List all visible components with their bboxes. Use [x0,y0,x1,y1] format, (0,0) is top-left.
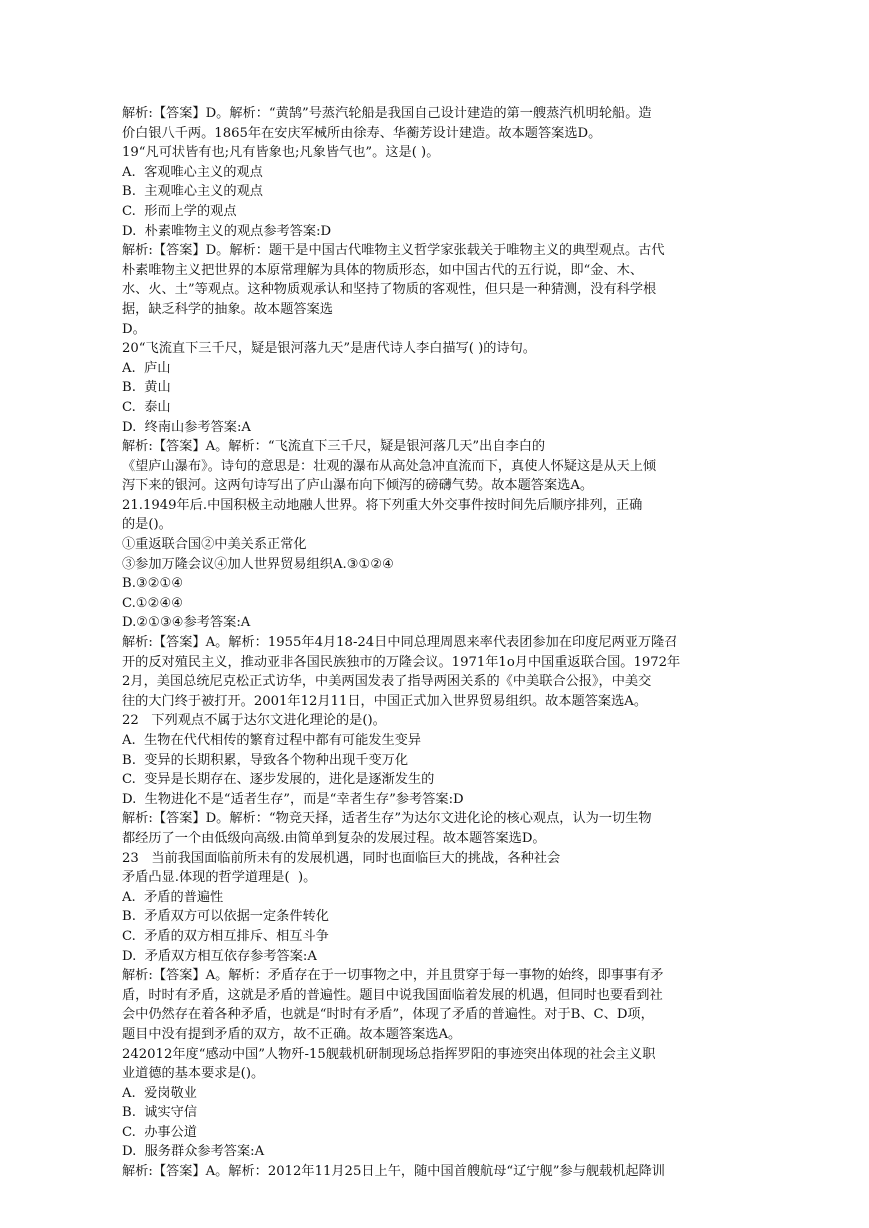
text-line: C. 办事公道 [122,1124,197,1140]
text-line: D. 朴素唯物主义的观点参考答案:D [122,223,332,239]
text-line: 22 下列观点不属于达尔文进化理论的是()。 [122,713,386,729]
text-line: 朴素唯物主义把世界的本原常理解为具体的物质形态，如中国古代的五行说，即“金、木、 [122,262,644,278]
text-line: D. 终南山参考答案:A [122,419,251,435]
text-line: B. 主观唯心主义的观点 [122,184,263,200]
text-line: 题目中没有提到矛盾的双方，故不正确。故本题答案选A。 [122,1026,462,1042]
text-line: 据，缺乏科学的抽象。故本题答案选 [122,301,333,317]
text-line: 矛盾凸显.体现的哲学道理是( )。 [122,870,317,886]
text-line: 价白银八千两。1865年在安庆军械所由徐寿、华蘅芳设计建造。故本题答案选D。 [122,125,602,141]
text-line: B. 诚实守信 [122,1105,198,1121]
text-line: D. 服务群众参考答案:A [122,1144,265,1160]
text-line: 会中仍然存在着各种矛盾，也就是“时时有矛盾”，体现了矛盾的普遍性。对于B、C、D项， [122,1007,654,1023]
text-line: 20“飞流直下三千尺，疑是银河落九天”是唐代诗人李白描写( )的诗句。 [122,341,536,357]
text-line: 解析:【答案】D。解析：“黄鹄”号蒸汽轮船是我国自己设计建造的第一艘蒸汽机明轮船。造 [122,106,652,121]
text-line: 242012年度“感动中国”人物歼-15舰载机研制现场总指挥罗阳的事迹突出体现的社会主义职 [122,1046,656,1062]
text-line: 《望庐山瀑布》。诗句的意思是：壮观的瀑布从高处急冲直流而下，真使人怀疑这是从天上倾 [122,458,657,474]
text-line: 解析:【答案】A。解析：“飞流直下三千尺，疑是银河落几天”出自李白的 [122,439,546,455]
text-line: A. 爱岗敬业 [122,1085,197,1101]
text-line: C. 形而上学的观点 [122,203,237,219]
text-line: D。 [122,321,146,337]
text-line: 开的反对殖民主义，推动亚非各国民族独市的万隆会议。1971年1o月中国重返联合国。1972年 [122,654,681,670]
text-line: 泻下来的银河。这两句诗写出了庐山瀑布向下倾泻的磅礴气势。故本题答案选A。 [122,478,594,494]
text-line: 盾，时时有矛盾，这就是矛盾的普遍性。题目中说我国面临着发展的机遇，但同时也要看到社 [122,987,663,1003]
text-line: C. 泰山 [122,399,171,415]
text-line: 都经历了一个由低级向高级.由简单到复杂的发展过程。故本题答案选D。 [122,830,546,846]
text-line: 解析:【答案】D。解析：题干是中国古代唯物主义哲学家张载关于唯物主义的典型观点。古代 [122,243,665,259]
text-line: 解析:【答案】A。解析：1955年4月18-24日中同总理周恩来率代表团参加在印度尼两亚万隆召 [122,635,678,651]
text-line: 2月，美国总统尼克松正式访华，中美两国发表了指导两困关系的《中美联合公报》，中美交 [122,674,652,690]
text-line: 的是()。 [122,517,172,533]
text-line: 解析:【答案】A。解析：矛盾存在于一切事物之中，并且贯穿于每一事物的始终，即事事有矛 [122,968,664,984]
text-line: A. 矛盾的普遍性 [122,889,224,905]
text-line: 业道德的基本要求是()。 [122,1066,265,1082]
text-line: A. 生物在代代相传的繁育过程中都有可能发生变异 [122,733,422,748]
text-line: D.②①③④参考答案:A [122,615,251,631]
text-line: 解析:【答案】D。解析：“物竞天择，适者生存”为达尔文进化论的核心观点，认为一切生物 [122,811,652,827]
text-line: C. 矛盾的双方相互排斥、相互斗争 [122,928,329,944]
text-line: ①重返联合国②中美关系正常化 [122,537,307,553]
text-line: 19“凡可状皆有也;凡有皆象也;凡象皆气也”。这是( )。 [122,145,440,161]
text-line: B. 黄山 [122,380,171,396]
text-line: D. 矛盾双方相互依存参考答案:A [122,948,317,964]
text-line: ③参加万隆会议④加人世界贸易组织A.③①②④ [122,556,395,572]
text-line: A. 庐山 [122,360,171,376]
text-line: 水、火、土”等观点。这种物质观承认和坚持了物质的客观性，但只是一种猜测，没有科学根 [122,282,657,298]
text-line: 23 当前我国面临前所未有的发展机遇，同时也面临巨大的挑战，各种社会 [122,850,561,866]
text-line: C.①②④④ [122,595,184,611]
text-line: 解析:【答案】A。解析：2012年11月25日上午，随中国首艘航母“辽宁舰”参与舰载机起降训 [122,1164,665,1180]
text-line: B. 变异的长期积累，导致各个物种出现千变万化 [122,752,409,768]
text-line: C. 变异是长期存在、逐步发展的，进化是逐渐发生的 [122,772,435,788]
text-line: B.③②①④ [122,576,184,592]
text-line: 21.1949年后.中国积极主动地融人世界。将下列重大外交事件按时间先后顺序排列，正确 [122,497,643,513]
text-line: D. 生物进化不是“适者生存”，而是“幸者生存”参考答案:D [122,791,464,807]
text-line: A. 客观唯心主义的观点 [122,164,263,180]
text-line: B. 矛盾双方可以依据一定条件转化 [122,909,329,925]
text-line: 往的大门终于被打开。2001年12月11日，中国正式加入世界贸易组织。故本题答案选A。 [122,693,648,709]
